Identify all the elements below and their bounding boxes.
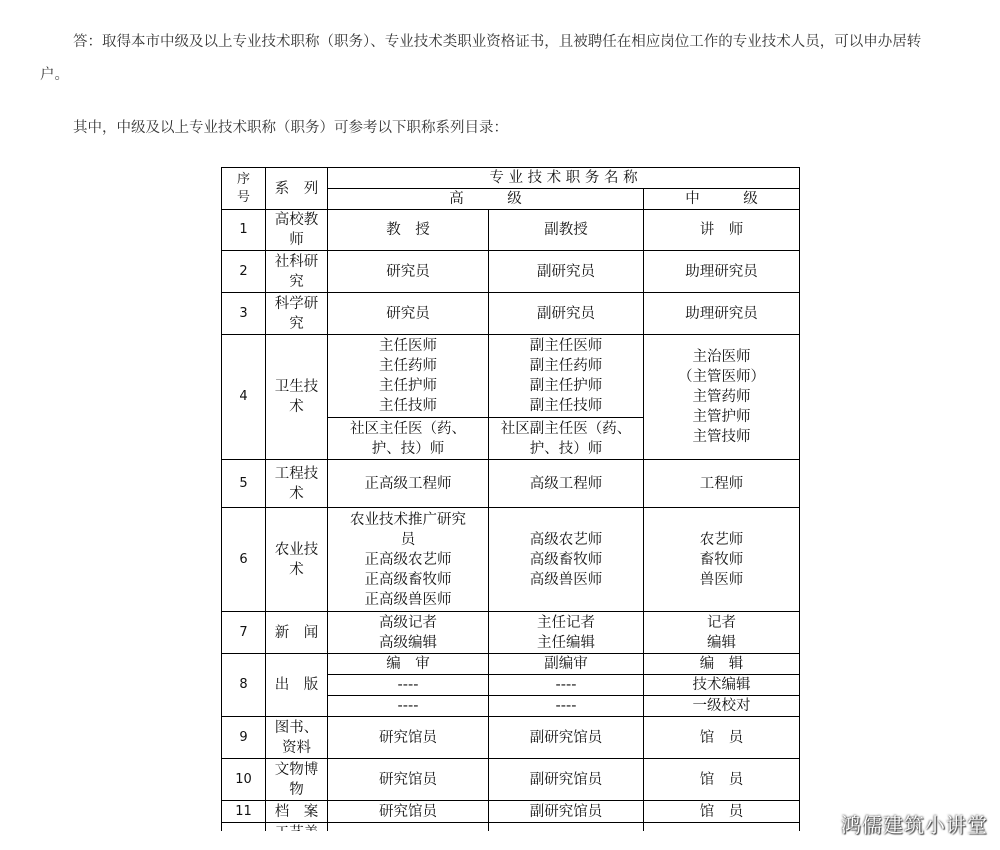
row-senior-a: 主任医师 主任药师 主任护师 主任技师 <box>328 335 489 418</box>
row-senior-b: 副研究馆员 <box>489 759 644 801</box>
row-senior-b: 高级农艺师 高级畜牧师 高级兽医师 <box>489 508 644 612</box>
row-no: 6 <box>222 508 266 612</box>
row-no: 8 <box>222 654 266 717</box>
row-middle: 馆 员 <box>644 717 800 759</box>
row-series: 卫生技 术 <box>266 335 328 460</box>
row-senior-a: 农业技术推广研究 员 正高级农艺师 正高级畜牧师 正高级兽医师 <box>328 508 489 612</box>
row-no: 4 <box>222 335 266 460</box>
table-row <box>222 460 800 508</box>
row-senior-a: 研究馆员 <box>328 717 489 759</box>
row-senior-a: 高级记者 高级编辑 <box>328 612 489 654</box>
table-row <box>222 293 800 335</box>
row-series: 文物博 物 <box>266 759 328 801</box>
row-senior-b: 副研究馆员 <box>489 801 644 823</box>
row-senior-b: 副研究员 <box>489 293 644 335</box>
row-middle: 编 辑 <box>644 654 800 675</box>
row-senior-a: ---- <box>328 696 489 717</box>
title-series-table <box>221 167 800 844</box>
row-senior-b2: 社区副主任医（药、 护、技）师 <box>489 418 644 460</box>
row-senior-b: ---- <box>489 696 644 717</box>
row-senior-b: 副编审 <box>489 654 644 675</box>
row-senior-a: 研究馆员 <box>328 759 489 801</box>
table-row <box>222 251 800 293</box>
row-series: 工程技 术 <box>266 460 328 508</box>
table-row <box>222 210 800 251</box>
row-series: 科学研 究 <box>266 293 328 335</box>
header-senior: 高 级 <box>328 189 644 210</box>
row-senior-a: 研究员 <box>328 293 489 335</box>
row-middle: 馆 员 <box>644 801 800 823</box>
row-senior-b: 副主任医师 副主任药师 副主任护师 副主任技师 <box>489 335 644 418</box>
row-senior-a: 正高级工程师 <box>328 460 489 508</box>
row-series: 图书、 资料 <box>266 717 328 759</box>
row-senior-b: 副研究员 <box>489 251 644 293</box>
row-series: 出 版 <box>266 654 328 717</box>
answer-line-2: 户。 <box>40 67 69 83</box>
row-no: 7 <box>222 612 266 654</box>
row-no: 9 <box>222 717 266 759</box>
row-senior-b: 高级工程师 <box>489 460 644 508</box>
watermark: 鸿儒建筑小讲堂 <box>841 813 988 837</box>
row-no: 5 <box>222 460 266 508</box>
row-senior-a: 研究馆员 <box>328 801 489 823</box>
table-row <box>222 717 800 759</box>
row-no: 2 <box>222 251 266 293</box>
row-middle: 馆 员 <box>644 759 800 801</box>
row-senior-a: 编 审 <box>328 654 489 675</box>
table-header-row <box>222 168 800 189</box>
row-middle: 记者 编辑 <box>644 612 800 654</box>
table-row <box>222 759 800 801</box>
row-middle: 讲 师 <box>644 210 800 251</box>
row-no: 3 <box>222 293 266 335</box>
row-no: 1 <box>222 210 266 251</box>
table-row <box>222 335 800 418</box>
row-senior-b: ---- <box>489 675 644 696</box>
answer-line-1: 答：取得本市中级及以上专业技术职称（职务）、专业技术类职业资格证书，且被聘任在相应岗位工作的专业技术人员，可以申办居转 <box>73 34 922 50</box>
row-senior-a: 教 授 <box>328 210 489 251</box>
row-series: 新 闻 <box>266 612 328 654</box>
row-senior-a2: 社区主任医（药、 护、技）师 <box>328 418 489 460</box>
row-middle: 助理研究员 <box>644 251 800 293</box>
row-series: 档 案 <box>266 801 328 823</box>
row-series: 社科研 究 <box>266 251 328 293</box>
header-seq: 序 号 <box>222 168 266 210</box>
table-row <box>222 654 800 675</box>
row-middle: 技术编辑 <box>644 675 800 696</box>
header-title: 专 业 技 术 职 务 名 称 <box>328 168 800 189</box>
row-senior-b: 副教授 <box>489 210 644 251</box>
header-middle: 中 级 <box>644 189 800 210</box>
header-series: 系 列 <box>266 168 328 210</box>
row-middle: 助理研究员 <box>644 293 800 335</box>
row-senior-b: 副研究馆员 <box>489 717 644 759</box>
row-series: 高校教 师 <box>266 210 328 251</box>
reference-line: 其中，中级及以上专业技术职称（职务）可参考以下职称系列目录： <box>73 120 508 136</box>
row-middle: 农艺师 畜牧师 兽医师 <box>644 508 800 612</box>
table-row <box>222 801 800 823</box>
row-middle: 工程师 <box>644 460 800 508</box>
row-no: 11 <box>222 801 266 823</box>
row-no: 10 <box>222 759 266 801</box>
row-senior-a: ---- <box>328 675 489 696</box>
row-senior-a: 研究员 <box>328 251 489 293</box>
row-senior-b: 主任记者 主任编辑 <box>489 612 644 654</box>
table-row <box>222 508 800 612</box>
row-middle: 主治医师 （主管医师） 主管药师 主管护师 主管技师 <box>644 335 800 460</box>
table-row <box>222 612 800 654</box>
row-series: 农业技 术 <box>266 508 328 612</box>
row-middle: 一级校对 <box>644 696 800 717</box>
